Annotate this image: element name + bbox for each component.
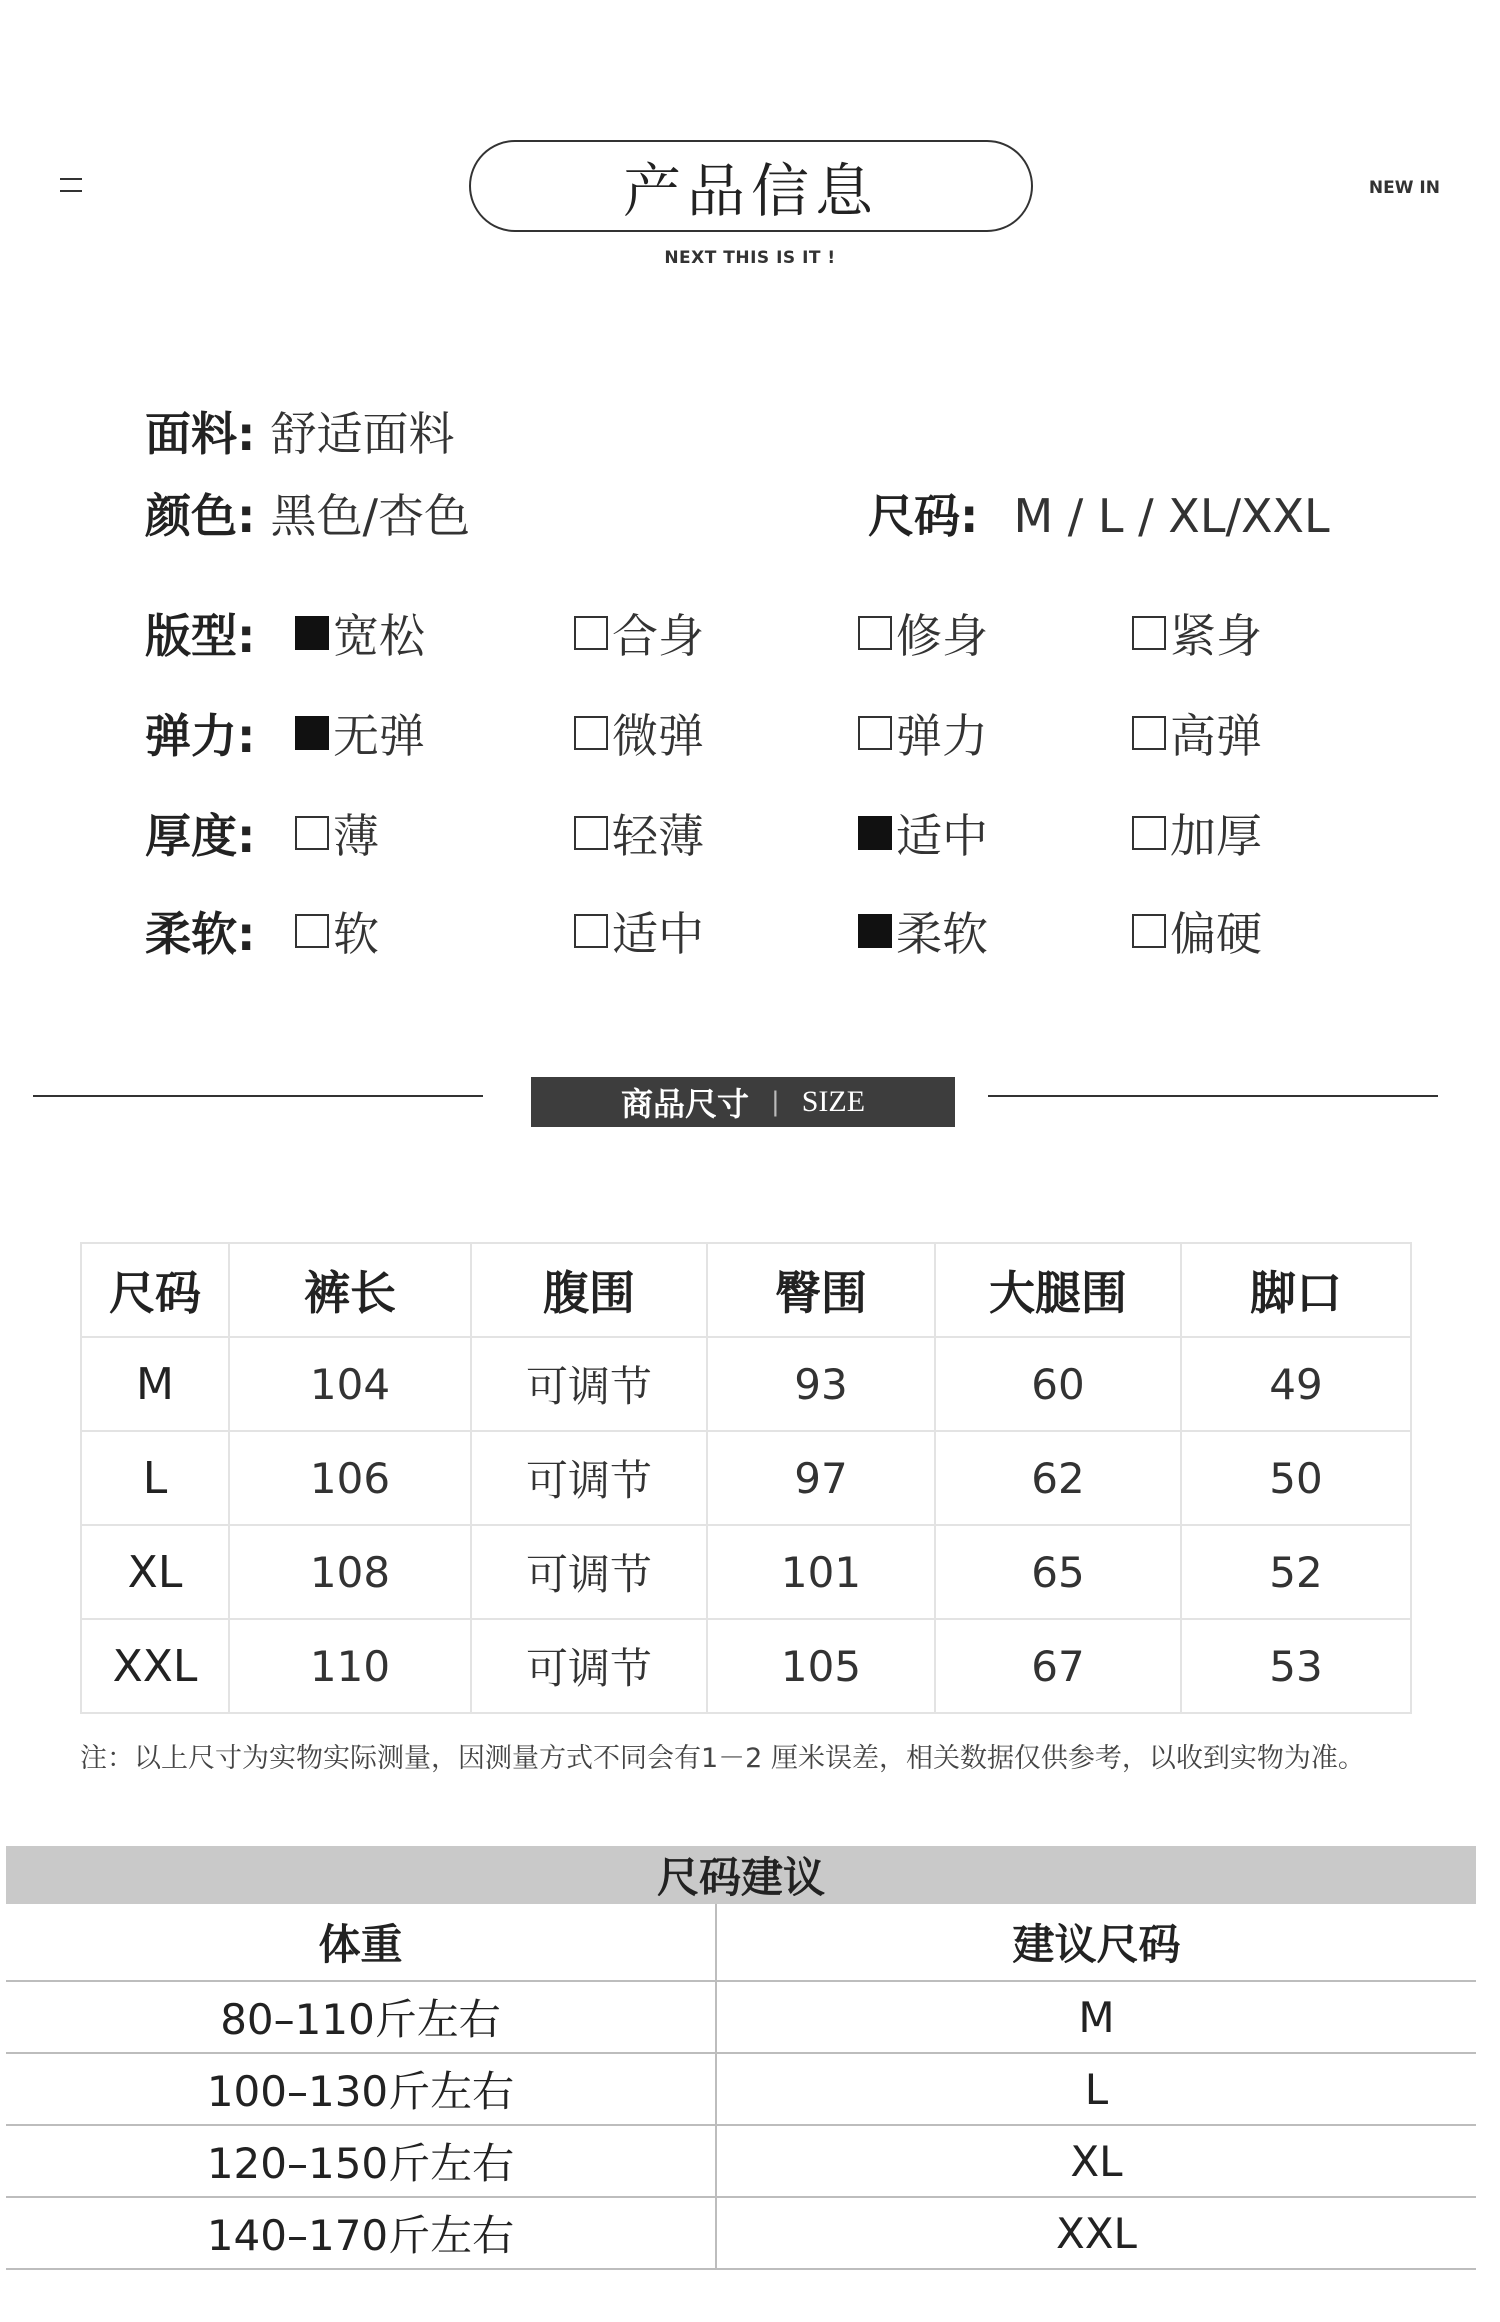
header-cell: 裤长: [229, 1243, 471, 1337]
new-in-tag: NEW IN: [1368, 178, 1440, 198]
size-banner-cn: 商品尺寸: [620, 1085, 749, 1123]
table-cell: L: [81, 1431, 229, 1525]
attribute-option: [858, 898, 988, 964]
attribute-option: [295, 898, 379, 964]
attribute-option: [1132, 898, 1262, 964]
unchecked-box-icon: [1132, 716, 1166, 750]
attribute-option: [858, 600, 988, 666]
attribute-option: [1132, 600, 1262, 666]
table-cell: 53: [1181, 1619, 1411, 1713]
attribute-option-label: 软: [333, 907, 379, 961]
size-table-header-row: [81, 1243, 1411, 1337]
attribute-label: 弹力:: [145, 709, 256, 763]
table-cell: 52: [1181, 1525, 1411, 1619]
attribute-option: [574, 800, 704, 866]
table-cell: 93: [707, 1337, 935, 1431]
table-cell: 101: [707, 1525, 935, 1619]
header-cell: 腹围: [471, 1243, 707, 1337]
table-cell: XXL: [716, 2197, 1476, 2269]
measurement-note: 注：以上尺寸为实物实际测量，因测量方式不同会有1－2 厘米误差，相关数据仅供参考，以收到实物为准。: [80, 1743, 1365, 1774]
size-table: [80, 1242, 1412, 1714]
unchecked-box-icon: [574, 716, 608, 750]
table-row: [6, 2125, 1476, 2197]
table-cell: XXL: [81, 1619, 229, 1713]
attribute-option-label: 合身: [612, 609, 704, 663]
header-cell: 大腿围: [935, 1243, 1181, 1337]
attribute-label: 柔软:: [145, 907, 256, 961]
fabric-label: 面料:: [145, 407, 256, 461]
attribute-option-label: 紧身: [1170, 609, 1262, 663]
divider-left: [33, 1095, 483, 1097]
table-cell: 50: [1181, 1431, 1411, 1525]
header-cell: 建议尺码: [716, 1904, 1476, 1981]
fabric-value: 舒适面料: [270, 407, 455, 461]
attribute-option-label: 微弹: [612, 709, 704, 763]
attribute-option-label: 偏硬: [1170, 907, 1262, 961]
table-cell: M: [716, 1981, 1476, 2053]
attribute-option-label: 适中: [896, 809, 988, 863]
table-cell: 140–170斤左右: [6, 2197, 716, 2269]
unchecked-box-icon: [1132, 616, 1166, 650]
table-cell: 108: [229, 1525, 471, 1619]
checked-box-icon: [295, 616, 329, 650]
attribute-option: [295, 800, 379, 866]
table-cell: 49: [1181, 1337, 1411, 1431]
size-value: M / L / XL/XXL: [1013, 489, 1330, 543]
unchecked-box-icon: [295, 914, 329, 948]
attribute-option-label: 薄: [333, 809, 379, 863]
size-banner-separator: |: [770, 1087, 780, 1117]
table-cell: 97: [707, 1431, 935, 1525]
table-cell: 可调节: [471, 1337, 707, 1431]
checked-box-icon: [858, 914, 892, 948]
checked-box-icon: [295, 716, 329, 750]
menu-icon[interactable]: [60, 178, 82, 192]
table-cell: XL: [716, 2125, 1476, 2197]
fabric-row: [145, 398, 455, 464]
divider-right: [988, 1095, 1438, 1097]
attribute-option: [574, 600, 704, 666]
table-cell: 62: [935, 1431, 1181, 1525]
unchecked-box-icon: [295, 816, 329, 850]
attribute-option-label: 轻薄: [612, 809, 704, 863]
attribute-option: [295, 600, 425, 666]
unchecked-box-icon: [1132, 816, 1166, 850]
attribute-option: [574, 898, 704, 964]
attribute-option-label: 无弹: [333, 709, 425, 763]
unchecked-box-icon: [858, 616, 892, 650]
attribute-option: [858, 800, 988, 866]
table-row: [6, 2197, 1476, 2269]
suggestion-title: 尺码建议: [6, 1846, 1476, 1904]
table-row: [81, 1337, 1411, 1431]
table-cell: 可调节: [471, 1431, 707, 1525]
table-cell: 110: [229, 1619, 471, 1713]
unchecked-box-icon: [1132, 914, 1166, 948]
page-subtitle: NEXT THIS IS IT !: [664, 248, 836, 268]
header-cell: 臀围: [707, 1243, 935, 1337]
color-label: 颜色:: [145, 489, 256, 543]
header-cell: 体重: [6, 1904, 716, 1981]
attribute-option-label: 加厚: [1170, 809, 1262, 863]
suggestion-header-row: [6, 1904, 1476, 1981]
table-row: [81, 1619, 1411, 1713]
unchecked-box-icon: [574, 914, 608, 948]
attribute-label: 版型:: [145, 609, 256, 663]
attribute-option: [295, 700, 425, 766]
attribute-option-label: 宽松: [333, 609, 425, 663]
size-banner-en: SIZE: [801, 1085, 866, 1118]
table-cell: 105: [707, 1619, 935, 1713]
suggestion-table: [6, 1904, 1476, 2270]
attribute-option-label: 柔软: [896, 907, 988, 961]
table-cell: 可调节: [471, 1619, 707, 1713]
unchecked-box-icon: [574, 616, 608, 650]
attribute-option: [1132, 700, 1262, 766]
color-row: [145, 480, 470, 546]
header-cell: 脚口: [1181, 1243, 1411, 1337]
table-cell: 可调节: [471, 1525, 707, 1619]
table-cell: 65: [935, 1525, 1181, 1619]
attribute-option: [858, 700, 988, 766]
unchecked-box-icon: [858, 716, 892, 750]
size-row: [868, 480, 1330, 546]
table-row: [81, 1431, 1411, 1525]
page-title: 产品信息: [469, 140, 1033, 232]
table-row: [6, 1981, 1476, 2053]
attribute-option-label: 高弹: [1170, 709, 1262, 763]
checked-box-icon: [858, 816, 892, 850]
size-label: 尺码:: [868, 489, 979, 543]
table-cell: XL: [81, 1525, 229, 1619]
table-cell: 100–130斤左右: [6, 2053, 716, 2125]
size-banner: [531, 1077, 955, 1127]
table-cell: 60: [935, 1337, 1181, 1431]
table-cell: 67: [935, 1619, 1181, 1713]
attribute-option-label: 修身: [896, 609, 988, 663]
table-cell: M: [81, 1337, 229, 1431]
attribute-option: [574, 700, 704, 766]
unchecked-box-icon: [574, 816, 608, 850]
table-row: [81, 1525, 1411, 1619]
color-value: 黑色/杏色: [270, 489, 470, 543]
header-cell: 尺码: [81, 1243, 229, 1337]
table-cell: 104: [229, 1337, 471, 1431]
table-cell: 80–110斤左右: [6, 1981, 716, 2053]
table-cell: 120–150斤左右: [6, 2125, 716, 2197]
attribute-option-label: 适中: [612, 907, 704, 961]
table-cell: 106: [229, 1431, 471, 1525]
table-cell: L: [716, 2053, 1476, 2125]
attribute-option-label: 弹力: [896, 709, 988, 763]
table-row: [6, 2053, 1476, 2125]
attribute-label: 厚度:: [145, 809, 256, 863]
attribute-option: [1132, 800, 1262, 866]
